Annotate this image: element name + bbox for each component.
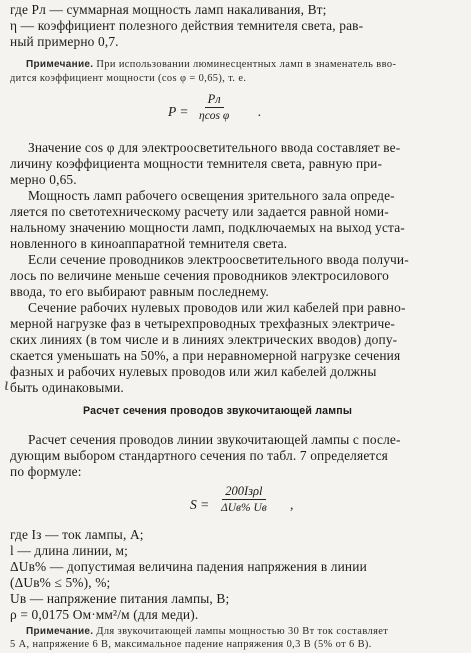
paragraph-line: Расчет сечения проводов линии звукочитающей лампы с после-	[28, 432, 401, 447]
formula-numerator: Pл	[205, 92, 224, 108]
formula-denominator: ηcos φ	[199, 110, 230, 122]
note-line: 5 А, напряжение 6 В, максимальное падение напряжения 0,3 В (5% от 6 В).	[10, 639, 372, 650]
paragraph-line: нальному значению мощности ламп, подключаемых на выход уста-	[10, 220, 405, 235]
paragraph-line: фазных и рабочих нулевых проводов или жил кабелей должны	[10, 364, 377, 379]
note-label: Примечание.	[26, 59, 94, 70]
paragraph-line: Если сечение проводников электроосветительного ввода получи-	[28, 252, 409, 267]
paragraph-line: Мощность ламп рабочего освещения зрительного зала опреде-	[28, 188, 395, 203]
formula-denominator: ΔUв% Uв	[221, 502, 267, 514]
paragraph-line: Сечение рабочих нулевых проводов или жил кабелей при равно-	[28, 300, 406, 315]
formula-fraction	[196, 92, 232, 123]
paragraph-line: новленного в киноаппаратной темнителя света.	[10, 236, 288, 251]
note-text	[26, 625, 388, 638]
definition-line: ρ = 0,0175 Ом·мм²/м (для меди).	[10, 607, 199, 622]
formula-lhs: S =	[190, 497, 210, 512]
formula-numerator: 200Iзρl	[222, 484, 265, 500]
note-text	[26, 58, 396, 71]
paragraph-line: ввода, то его выбирают равным последнему.	[10, 284, 269, 299]
formula-tail: .	[258, 104, 262, 119]
paragraph-line: Значение cos φ для электроосветительного ввода составляет ве-	[28, 140, 401, 155]
paragraph-line: мерной нагрузке фаз в четырехпроводных трехфазных электриче-	[10, 316, 396, 331]
note-label: Примечание.	[26, 626, 94, 637]
paragraph-line: ляется по светотехническому расчету или задается равной номи-	[10, 204, 389, 219]
paragraph-line: быть одинаковыми.	[10, 380, 124, 395]
definition-line: l — длина линии, м;	[10, 543, 129, 558]
paragraph-line: мерно 0,65.	[10, 172, 77, 187]
definition-line: где Pл — суммарная мощность ламп накаливания, Вт;	[10, 2, 327, 17]
definition-line: η — коэффициент полезного действия темнителя света, рав-	[10, 18, 364, 33]
definition-line: ный примерно 0,7.	[10, 34, 119, 49]
definition-line: где Iз — ток лампы, А;	[10, 527, 144, 542]
paragraph-line: по формуле:	[10, 464, 82, 479]
formula-tail: ,	[290, 497, 294, 512]
definition-line: Uв — напряжение питания лампы, В;	[10, 591, 230, 606]
paragraph-line: скается уменьшать на 50%, а при неравномерной нагрузке сечения	[10, 348, 401, 363]
paragraph-line: личину коэффициента мощности темнителя света, равную при-	[10, 156, 383, 171]
definition-line: (ΔUв% ≤ 5%), %;	[10, 575, 111, 590]
paragraph-line: дующим выбором стандартного сечения по табл. 7 определяется	[10, 448, 388, 463]
pencil-mark-icon: ɩ	[4, 374, 10, 394]
section-heading: Расчет сечения проводов звукочитающей лампы	[83, 405, 353, 417]
definition-line: ΔUв% — допустимая величина падения напряжения в линии	[10, 559, 367, 574]
note-line: Для звукочитающей лампы мощностью 30 Вт ток составляет	[96, 626, 389, 637]
formula-fraction	[218, 484, 270, 515]
note-line: При использовании люминесцентных ламп в знаменатель вво-	[96, 59, 397, 70]
paragraph-line: лось по величине меньше сечения проводников электросилового	[10, 268, 389, 283]
formula-lhs: P =	[168, 104, 189, 119]
note-line: дится коэффициент мощности (cos φ = 0,65), т. е.	[10, 73, 247, 84]
paragraph-line: ских линиях (в том числе и в линиях электрических вводов) допу-	[10, 332, 398, 347]
